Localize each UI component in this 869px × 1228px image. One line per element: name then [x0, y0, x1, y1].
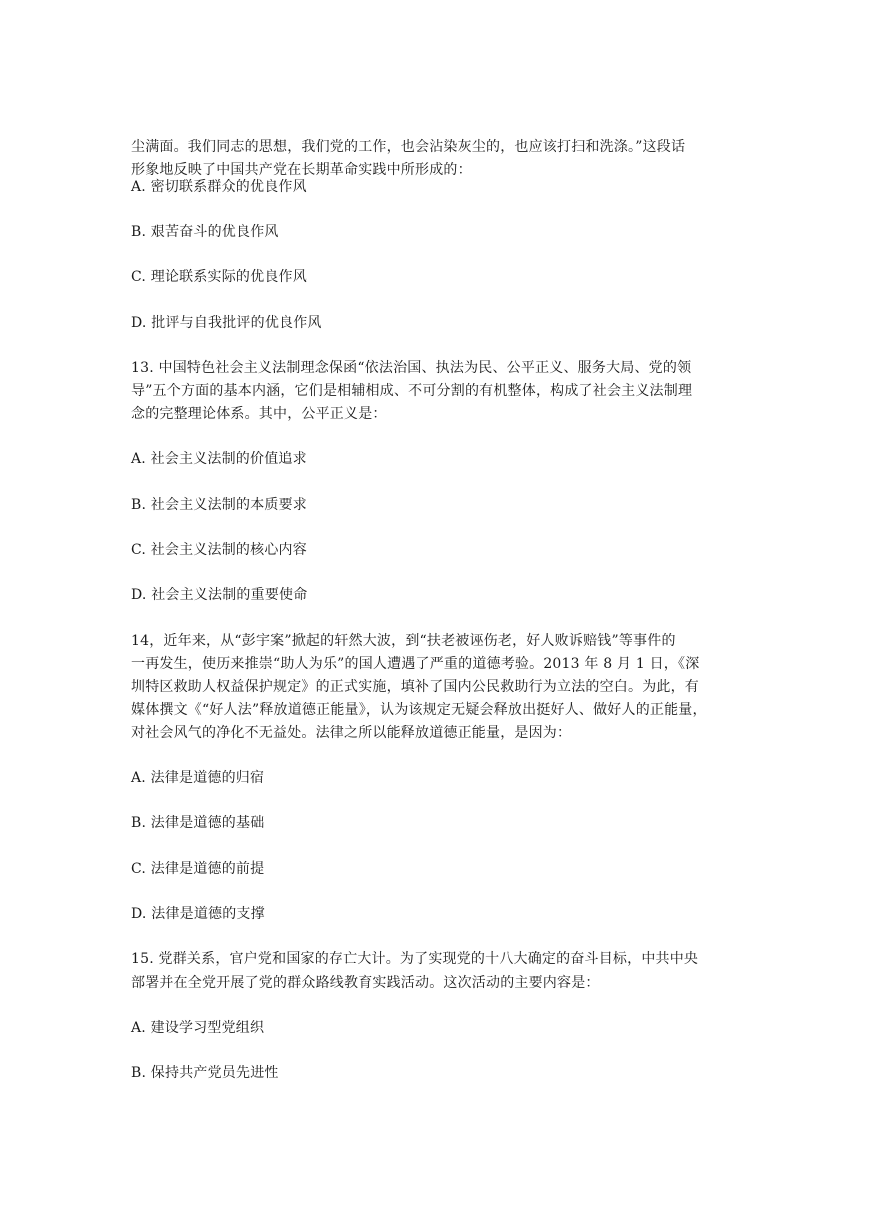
option-c: C. 社会主义法制的核心内容	[131, 542, 307, 558]
stem-line: 导”五个方面的基本内涵，它们是相辅相成、不可分割的有机整体，构成了社会主义法制理	[131, 383, 693, 399]
option-b: B. 保持共产党员先进性	[131, 1065, 279, 1081]
option-b: B. 社会主义法制的本质要求	[131, 497, 307, 513]
option-c: C. 理论联系实际的优良作风	[131, 269, 307, 285]
option-b: B. 法律是道德的基础	[131, 815, 265, 831]
stem-line: 部署并在全党开展了党的群众路线教育实践活动。这次活动的主要内容是：	[131, 975, 600, 991]
option-d: D. 法律是道德的支撑	[131, 906, 265, 922]
option-d: D. 社会主义法制的重要使命	[131, 587, 308, 603]
stem-line: 念的完整理论体系。其中，公平正义是：	[131, 406, 387, 422]
stem-line: 13. 中国特色社会主义法制理念保函“依法治国、执法为民、公平正义、服务大局、党的领	[131, 360, 692, 376]
stem-line: 15. 党群关系，官户党和国家的存亡大计。为了实现党的十八大确定的奋斗目标，中共中央	[131, 951, 699, 967]
stem-line: 尘满面。我们同志的思想，我们党的工作，也会沾染灰尘的，也应该打扫和洗涤。”这段话	[131, 139, 686, 155]
stem-line: 媒体撰文《“好人法”释放道德正能量》，认为该规定无疑会释放出挺好人、做好人的正能量，	[131, 702, 707, 718]
option-d: D. 批评与自我批评的优良作风	[131, 315, 322, 331]
option-a: A. 社会主义法制的价值追求	[131, 451, 307, 467]
option-b: B. 艰苦奋斗的优良作风	[131, 224, 279, 240]
option-a: A. 建设学习型党组织	[131, 1020, 265, 1036]
stem-line: 一再发生，使历来推崇“助人为乐”的国人遭遇了严重的道德考验。2013 年 8 月 1 日，《深	[131, 656, 700, 672]
stem-line: 圳特区救助人权益保护规定》的正式实施，填补了国内公民救助行为立法的空白。为此，有	[131, 679, 699, 695]
option-a: A. 法律是道德的归宿	[131, 770, 265, 786]
option-a: A. 密切联系群众的优良作风	[131, 179, 307, 195]
stem-line: 形象地反映了中国共产党在长期革命实践中所形成的：	[131, 162, 472, 178]
stem-line: 14，近年来，从“彭宇案”掀起的轩然大波，到“扶老被诬伤老，好人败诉赔钱”等事件的	[131, 633, 676, 649]
option-c: C. 法律是道德的前提	[131, 861, 265, 877]
stem-line: 对社会风气的净化不无益处。法律之所以能释放道德正能量，是因为：	[131, 725, 572, 741]
